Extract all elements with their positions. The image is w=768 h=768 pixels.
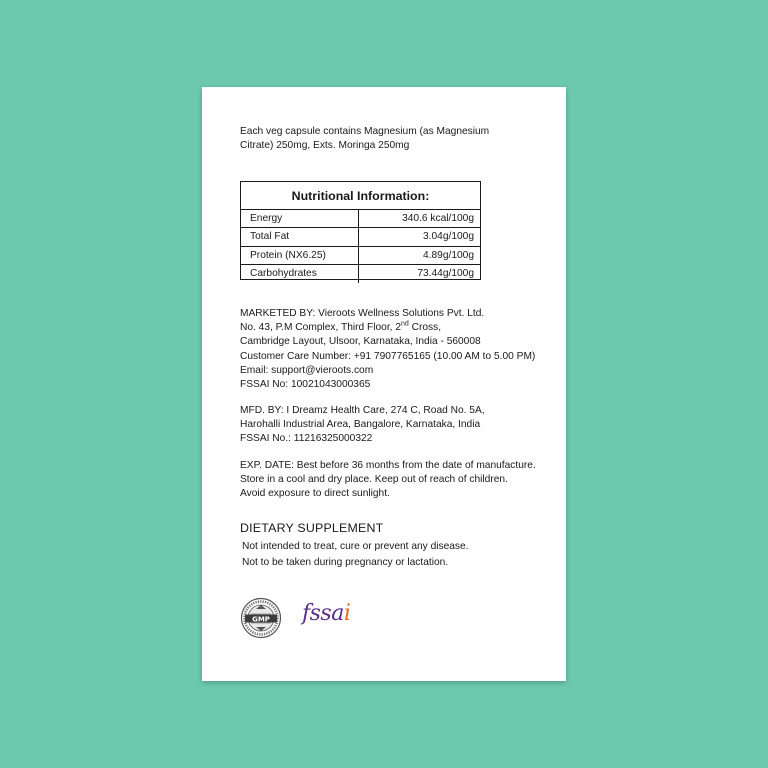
- manufacturer-fssai-number: FSSAI No.: 11216325000322: [240, 433, 373, 445]
- fssai-logo: [302, 597, 362, 633]
- ingredients-line-1: Each veg capsule contains Magnesium (as Magnesium: [240, 126, 490, 137]
- manufactured-by-block: [240, 404, 485, 447]
- nutrient-value: 3.04g/100g: [423, 231, 474, 243]
- nutrition-table: [240, 181, 481, 280]
- nutrient-value: 73.44g/100g: [417, 267, 474, 279]
- ingredients-text: [240, 125, 489, 153]
- gmp-text: GMP: [252, 615, 270, 624]
- nutrient-name: Protein (NX6.25): [241, 247, 359, 264]
- customer-care-number: Customer Care Number: +91 7907765165 (10.00 AM to 5.00 PM): [240, 350, 536, 362]
- table-row: [241, 228, 480, 246]
- product-label-card: [202, 87, 566, 681]
- mfd-line-1: MFD. BY: I Dreamz Health Care, 274 C, Road No. 5A,: [240, 405, 485, 416]
- nutrient-value: 340.6 kcal/100g: [402, 213, 474, 224]
- gmp-seal-icon: [237, 597, 285, 639]
- disclaimer-line-2: Not to be taken during pregnancy or lactation.: [242, 557, 449, 568]
- expiry-date: EXP. DATE: Best before 36 months from the date of manufacture.: [240, 460, 536, 471]
- nutrient-name: Total Fat: [241, 228, 359, 245]
- dietary-supplement-heading: DIETARY SUPPLEMENT: [240, 521, 384, 535]
- address-suffix: Cross,: [408, 322, 442, 334]
- nutrient-value: 4.89g/100g: [423, 249, 474, 261]
- sunlight-warning: Avoid exposure to direct sunlight.: [240, 488, 390, 500]
- storage-instruction: Store in a cool and dry place. Keep out of reach of children.: [240, 474, 508, 486]
- marketer-fssai-number: FSSAI No: 10021043000365: [240, 378, 371, 390]
- fssai-logo-text: fssa: [302, 601, 344, 626]
- table-row: [241, 265, 480, 283]
- nutrient-name: Carbohydrates: [241, 265, 359, 283]
- mfd-line-2: Harohalli Industrial Area, Bangalore, Karnataka, India: [240, 419, 481, 431]
- dietary-disclaimer: [242, 539, 469, 571]
- expiry-storage-block: [240, 459, 536, 502]
- nutrition-table-title: Nutritional Information:: [241, 182, 480, 210]
- ingredients-line-2: Citrate) 250mg, Exts. Moringa 250mg: [240, 140, 410, 152]
- address-prefix: No. 43, P.M Complex, Third Floor, 2: [240, 322, 401, 334]
- table-row: [241, 247, 480, 265]
- disclaimer-line-1: Not intended to treat, cure or prevent any disease.: [242, 541, 469, 552]
- nutrient-name: Energy: [241, 210, 359, 227]
- marketed-line-1: MARKETED BY: Vieroots Wellness Solutions Pvt. Ltd.: [240, 308, 485, 319]
- marketed-line-2: [240, 321, 535, 335]
- table-row: [241, 210, 480, 228]
- ordinal-suffix: nd: [401, 320, 409, 328]
- fssai-logo-i: i: [343, 601, 351, 626]
- support-email: Email: support@vieroots.com: [240, 364, 374, 376]
- marketed-line-3: Cambridge Layout, Ulsoor, Karnataka, India - 560008: [240, 336, 481, 348]
- marketed-by-block: [240, 307, 535, 392]
